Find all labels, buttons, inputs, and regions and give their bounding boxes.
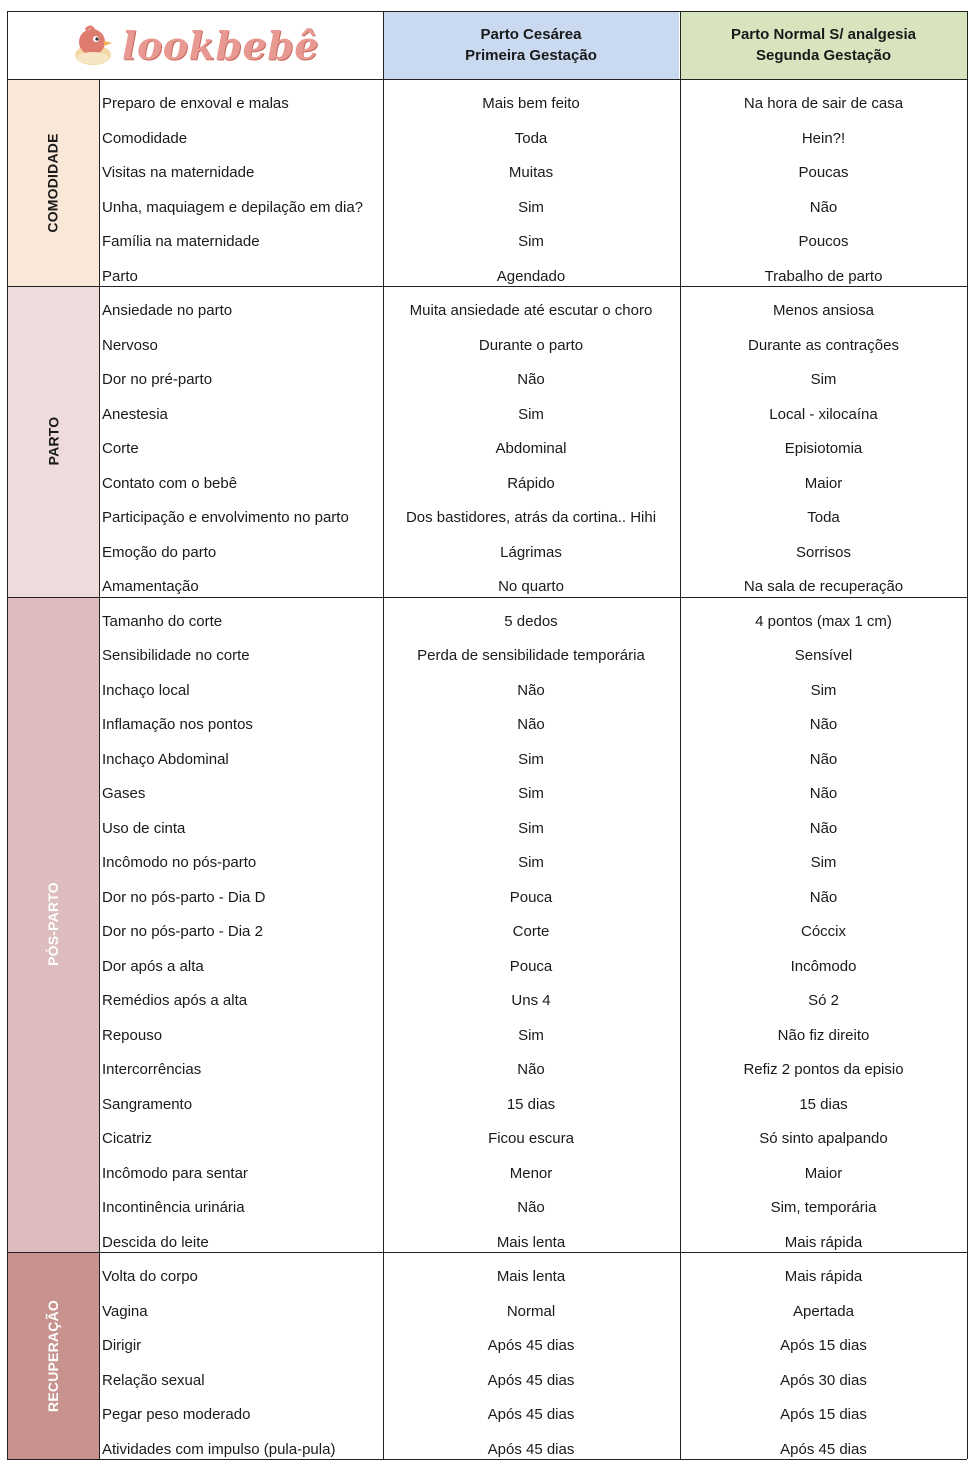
normal-value: Após 45 dias [780, 1440, 867, 1458]
normal-value: Local - xilocaína [769, 405, 878, 423]
normal-value: Apertada [793, 1302, 854, 1320]
normal-value: Após 15 dias [780, 1337, 867, 1354]
normal-value: Incômodo [790, 957, 857, 975]
header-cesarea-line1: Parto Cesárea [480, 26, 582, 43]
cesarea-value: Mais lenta [496, 1268, 566, 1285]
row-label: Incômodo para sentar [102, 1164, 248, 1182]
row-label: Dor no pós-parto - Dia D [102, 888, 266, 906]
grid-line [383, 11, 384, 1459]
cesarea-value: Não [517, 681, 545, 699]
section-title-text: COMODIDADE [45, 132, 62, 233]
grid-line [680, 11, 681, 1459]
row-label: Família na maternidade [102, 233, 260, 250]
normal-value: Poucas [798, 164, 849, 181]
cesarea-value: Muitas [508, 164, 554, 181]
row-label: Intercorrências [102, 1061, 202, 1078]
cesarea-value: Após 45 dias [487, 1337, 575, 1354]
normal-value: Sim [810, 681, 837, 699]
normal-value: Sim [810, 371, 837, 388]
row-label: Dor no pós-parto - Dia 2 [102, 923, 263, 940]
cesarea-value: Menor [509, 1164, 553, 1182]
cesarea-value: Perda de sensibilidade temporária [417, 647, 645, 664]
cesarea-value: Toda [514, 129, 548, 147]
normal-value: Sim [810, 854, 837, 871]
normal-value: Na sala de recuperação [743, 578, 904, 595]
normal-value: Poucos [798, 233, 849, 250]
header-normal [680, 11, 967, 79]
row-label: Parto [102, 267, 138, 285]
grid-line [7, 597, 967, 598]
normal-value: Não [809, 198, 838, 216]
cesarea-value: Pouca [509, 888, 553, 906]
cesarea-value: Não [517, 716, 545, 733]
row-label: Atividades com impulso (pula-pula) [102, 1440, 336, 1458]
logo [7, 11, 382, 79]
row-label: Dirigir [102, 1337, 142, 1354]
row-label: Participação e envolvimento no parto [102, 509, 349, 526]
normal-value: Sorrisos [795, 543, 851, 561]
normal-value: Sensível [794, 647, 853, 664]
cesarea-value: Sim [518, 198, 544, 216]
cesarea-value: Sim [518, 785, 544, 802]
row-label: Incômodo no pós-parto [102, 854, 257, 871]
normal-value: Não fiz direito [777, 1026, 870, 1044]
normal-value: Só sinto apalpando [759, 1130, 888, 1147]
normal-value: Não [809, 819, 838, 837]
cesarea-value: Mais lenta [496, 1233, 566, 1251]
row-label: Contato com o bebê [102, 474, 238, 492]
row-label: Gases [102, 785, 146, 802]
row-label: Uso de cinta [102, 819, 186, 837]
row-label: Repouso [102, 1026, 163, 1044]
section-title [7, 597, 99, 1253]
normal-value: Não [809, 785, 838, 802]
cesarea-value: Sim [518, 854, 544, 871]
section-title [7, 1252, 99, 1459]
cesarea-value: Pouca [509, 957, 553, 975]
row-label: Cicatriz [102, 1130, 153, 1147]
row-label: Anestesia [102, 405, 168, 423]
cesarea-value: Sim [518, 1026, 544, 1044]
cesarea-value: Não [517, 1061, 545, 1078]
row-label: Unha, maquiagem e depilação em dia? [102, 198, 363, 216]
cesarea-value: Sim [518, 819, 544, 837]
normal-value: Maior [804, 474, 843, 492]
normal-value: Após 15 dias [780, 1406, 867, 1423]
row-label: Sangramento [102, 1095, 193, 1113]
cesarea-value: Rápido [507, 474, 555, 492]
grid-line [7, 286, 967, 287]
row-label: Vagina [102, 1302, 148, 1320]
header-normal-line2: Segunda Gestação [755, 47, 892, 64]
normal-value: Cóccix [800, 923, 846, 940]
normal-value: Não [809, 888, 838, 906]
grid-line [7, 11, 967, 12]
grid-line [99, 79, 100, 1459]
normal-value: Mais rápida [784, 1233, 863, 1251]
cesarea-value: Corte [512, 923, 550, 940]
grid-line [7, 79, 967, 80]
cesarea-value: Sim [518, 233, 544, 250]
row-label: Emoção do parto [102, 543, 217, 561]
row-label: Visitas na maternidade [102, 164, 255, 181]
normal-value: Não [809, 750, 838, 768]
cesarea-value: Não [517, 371, 545, 388]
row-label: Descida do leite [102, 1233, 209, 1251]
cesarea-value: 15 dias [506, 1095, 556, 1113]
baby-chick-logo-icon [70, 22, 116, 68]
cesarea-value: Após 45 dias [487, 1371, 575, 1389]
header-cesarea-line2: Primeira Gestação [465, 47, 597, 64]
normal-value: Após 30 dias [780, 1371, 867, 1389]
row-label: Dor no pré-parto [102, 371, 213, 388]
row-label: Inchaço local [102, 681, 190, 699]
normal-value: 15 dias [799, 1095, 848, 1113]
row-label: Remédios após a alta [102, 992, 248, 1009]
normal-value: Hein?! [801, 129, 846, 147]
normal-value: Sim, temporária [770, 1199, 877, 1216]
normal-value: Episiotomia [784, 440, 863, 457]
cesarea-value: Lágrimas [500, 543, 562, 561]
row-label: Nervoso [102, 336, 158, 354]
cesarea-value: Durante o parto [478, 336, 584, 354]
row-label: Volta do corpo [102, 1268, 198, 1285]
grid-line [7, 1252, 967, 1253]
normal-value: Toda [807, 509, 840, 526]
row-label: Inchaço Abdominal [102, 750, 229, 768]
cesarea-value: Uns 4 [511, 992, 551, 1009]
normal-value: Maior [804, 1164, 843, 1182]
row-label: Tamanho do corte [102, 612, 223, 630]
row-label: Dor após a alta [102, 957, 204, 975]
grid-line [967, 11, 968, 1459]
section-title-text: PARTO [45, 416, 61, 466]
row-label: Inflamação nos pontos [102, 716, 253, 733]
normal-value: Refiz 2 pontos da episio [743, 1061, 904, 1078]
cesarea-value: Dos bastidores, atrás da cortina.. Hihi [405, 509, 657, 526]
cesarea-value: Agendado [496, 267, 566, 285]
row-label: Incontinência urinária [102, 1199, 245, 1216]
normal-value: Não [809, 716, 838, 733]
cesarea-value: Não [517, 1199, 545, 1216]
cesarea-value: Normal [506, 1302, 556, 1320]
grid-line [7, 11, 8, 1459]
normal-value: Mais rápida [784, 1268, 863, 1285]
cesarea-value: Sim [518, 405, 544, 423]
row-label: Sensibilidade no corte [102, 647, 250, 664]
cesarea-value: Mais bem feito [482, 95, 580, 112]
section-title [7, 286, 99, 597]
row-label: Relação sexual [102, 1371, 205, 1389]
cesarea-value: Ficou escura [488, 1130, 574, 1147]
cesarea-value: Após 45 dias [487, 1440, 575, 1458]
normal-value: Menos ansiosa [773, 302, 874, 319]
normal-value: Trabalho de parto [764, 267, 883, 285]
header-cesarea [383, 11, 679, 79]
cesarea-value: Após 45 dias [487, 1406, 575, 1423]
cesarea-value: No quarto [498, 578, 564, 595]
logo-wordmark: lookbebê [122, 22, 319, 68]
row-label: Comodidade [102, 129, 188, 147]
cesarea-value: Abdominal [495, 440, 567, 457]
row-label: Amamentação [102, 578, 199, 595]
section-title-text: RECUPERAÇÃO [45, 1299, 62, 1412]
row-label: Corte [102, 440, 139, 457]
normal-value: Durante as contrações [748, 336, 899, 354]
cesarea-value: 5 dedos [504, 612, 558, 630]
normal-value: 4 pontos (max 1 cm) [755, 612, 892, 630]
grid-line [7, 1459, 967, 1460]
row-label: Preparo de enxoval e malas [102, 95, 289, 112]
row-label: Ansiedade no parto [102, 302, 233, 319]
cesarea-value: Muita ansiedade até escutar o choro [409, 302, 653, 319]
header-normal-line1: Parto Normal S/ analgesia [730, 26, 917, 43]
section-title-text: PÓS-PARTO [45, 882, 61, 967]
cesarea-value: Sim [518, 750, 544, 768]
row-label: Pegar peso moderado [102, 1406, 251, 1423]
normal-value: Na hora de sair de casa [743, 95, 904, 112]
normal-value: Só 2 [808, 992, 839, 1009]
section-title [7, 79, 99, 286]
